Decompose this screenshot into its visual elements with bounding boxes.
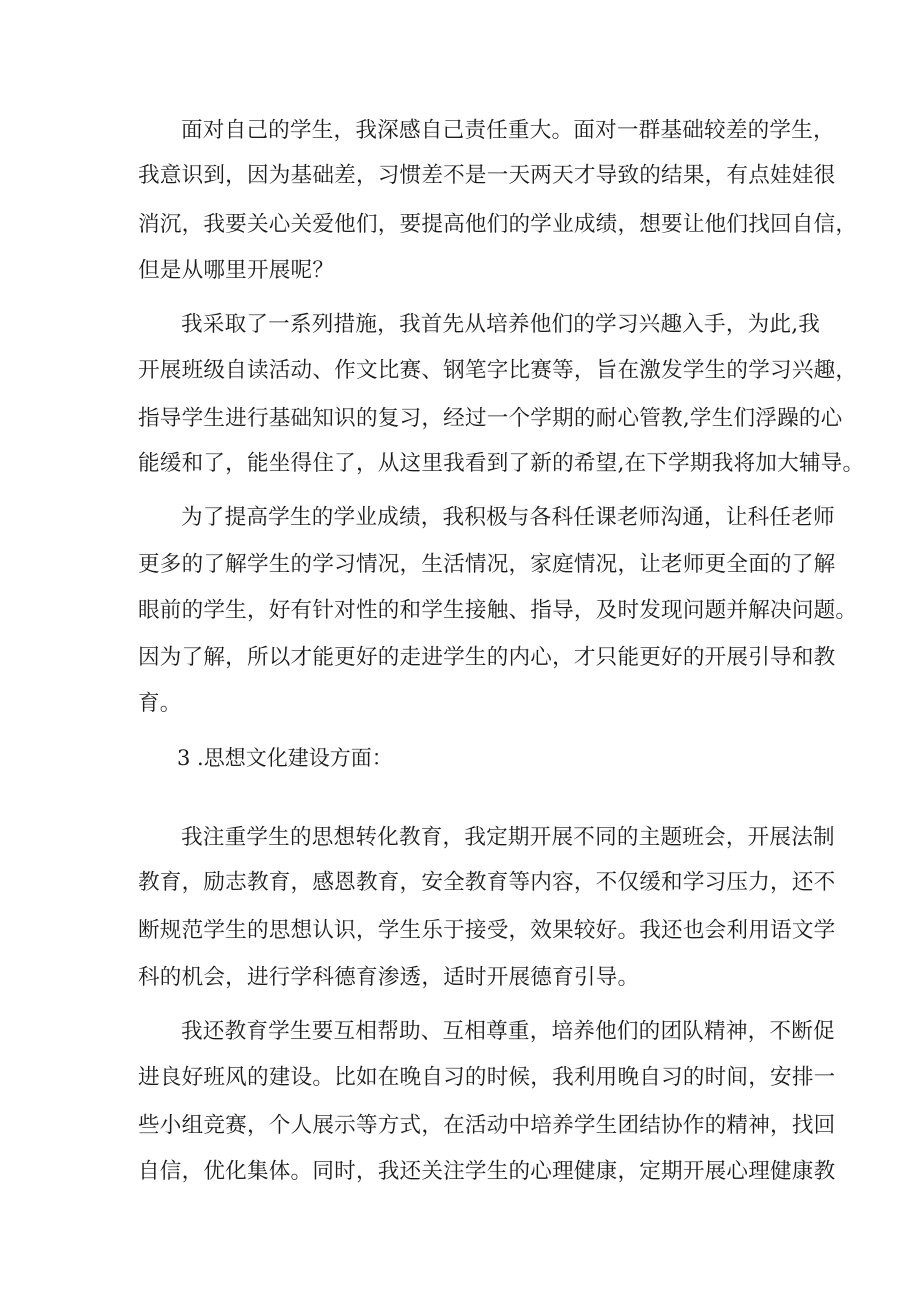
paragraph-4-line-3: 断规范学生的思想认识，学生乐于接受，效果较好。我还也会利用语文学	[138, 918, 836, 943]
paragraph-4-line-2: 教育，励志教育，感恩教育，安全教育等内容，不仅缓和学习压力，还不	[138, 870, 836, 895]
paragraph-3-line-2: 更多的了解学生的学习情况，生活情况，家庭情况，让老师更全面的了解	[138, 552, 836, 577]
paragraph-3-line-1: 为了提高学生的学业成绩，我积极与各科任课老师沟通，让科任老师	[181, 505, 835, 530]
paragraph-5-line-2: 进良好班风的建设。比如在晚自习的时候，我利用晚自习的时间，安排一	[138, 1065, 836, 1090]
paragraph-5-line-4: 自信，优化集体。同时，我还关注学生的心理健康，定期开展心理健康教	[138, 1159, 836, 1184]
paragraph-5-line-1: 我还教育学生要互相帮助、互相尊重，培养他们的团队精神，不断促	[181, 1019, 835, 1044]
paragraph-1-line-4: 但是从哪里开展呢？	[138, 258, 335, 283]
paragraph-1-line-3: 消沉，我要关心关爱他们，要提高他们的学业成绩，想要让他们找回自信，	[138, 212, 858, 237]
paragraph-2-line-3: 指导学生进行基础知识的复习，经过一个学期的耐心管教,学生们浮躁的心	[138, 406, 843, 431]
paragraph-3-line-3: 眼前的学生，好有针对性的和学生接触、指导，及时发现问题并解决问题。	[138, 598, 858, 623]
paragraph-2-line-4: 能缓和了，能坐得住了，从这里我看到了新的希望,在下学期我将加大辅导。	[138, 451, 865, 476]
section-heading: 3 .思想文化建设方面：	[177, 746, 393, 770]
paragraph-2-line-2: 开展班级自读活动、作文比赛、钢笔字比赛等，旨在激发学生的学习兴趣，	[138, 358, 858, 383]
paragraph-1-line-1: 面对自己的学生，我深感自己责任重大。面对一群基础较差的学生，	[181, 118, 835, 143]
paragraph-1-line-2: 我意识到，因为基础差，习惯差不是一天两天才导致的结果，有点娃娃很	[138, 163, 836, 188]
paragraph-4-line-4: 科的机会，进行学科德育渗透，适时开展德育引导。	[138, 965, 640, 990]
paragraph-5-line-3: 些小组竞赛，个人展示等方式，在活动中培养学生团结协作的精神，找回	[138, 1113, 836, 1138]
paragraph-4-line-1: 我注重学生的思想转化教育，我定期开展不同的主题班会，开展法制	[181, 825, 835, 850]
paragraph-3-line-5: 育。	[138, 691, 182, 716]
paragraph-3-line-4: 因为了解，所以才能更好的走进学生的内心，才只能更好的开展引导和教	[138, 645, 836, 670]
paragraph-2-line-1: 我采取了一系列措施，我首先从培养他们的学习兴趣入手，为此,我	[181, 312, 821, 337]
